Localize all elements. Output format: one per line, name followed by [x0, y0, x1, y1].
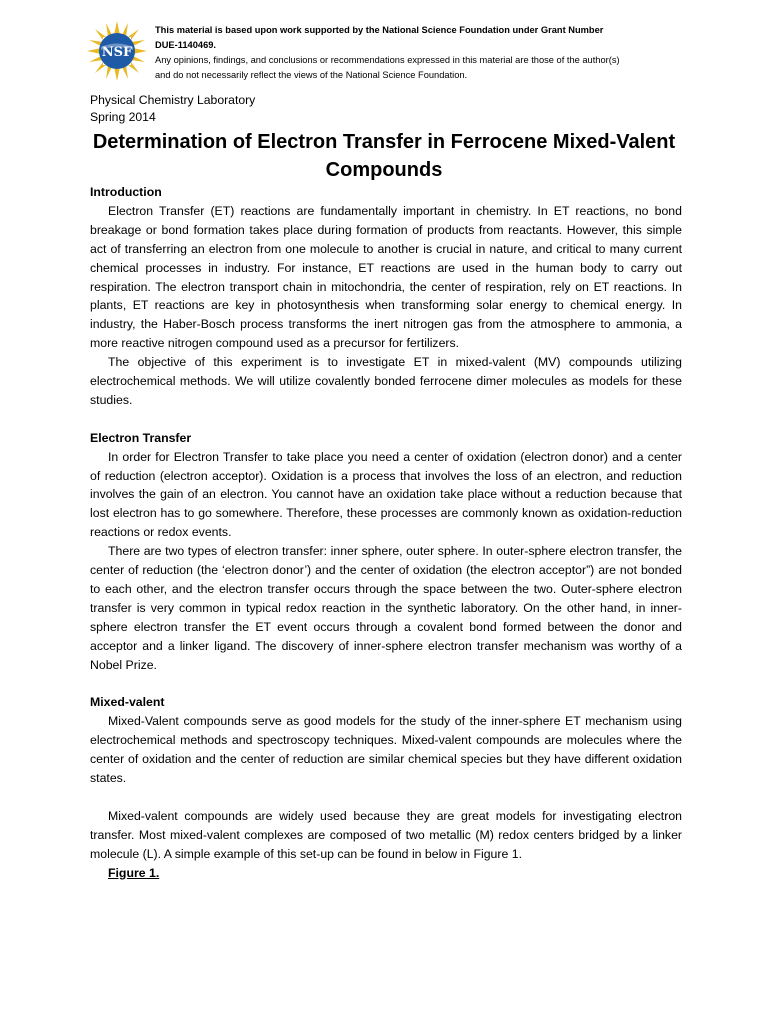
paragraph: Electron Transfer (ET) reactions are fundamentally important in chemistry. In ET reactions, no bond breakage or bond formation takes place during formation of products from reactants. However, this simple act of transferring an electron from one molecule to another is crucial in nature, and critical to many current chemical processes in industry. For instance, ET reactions are used in the human body to carry out respiration. The electron transport chain in mitochondria, the center of respiration, rely on ET reactions. In plants, ET reactions are key in photosynthesis when transforming solar energy to chemical energy. In industry, the Haber-Bosch process transforms the inert nitrogen gas from the atmosphere to ammonia, a more reactive nitrogen compound used as a precursor for fertilizers. — [90, 203, 682, 351]
disclaimer-line-2: and do not necessarily reflect the views of the National Science Foundation. — [155, 70, 468, 80]
paragraph: In order for Electron Transfer to take place you need a center of oxidation (electron donor) and a center of reduction (electron acceptor). Oxidation is a process that involves the loss of an electron, and reduction involves the gain of an electron. You cannot have an oxidation take place without a reduction because that lost electron has to go somewhere. Therefore, these processes are commonly known as oxidation-reduction reactions or redox events. — [90, 449, 682, 540]
document-body — [90, 183, 682, 882]
course-name: Physical Chemistry Laboratory — [90, 93, 256, 107]
nsf-logo-text: NSF — [101, 45, 133, 60]
paragraph: Mixed-valent compounds are widely used because they are great models for investigating electron transfer. Most mixed-valent complexes are composed of two metallic (M) redox centers bridged by a linker molecule (L). A simple example of this set-up can be found in below in Figure 1. — [90, 808, 682, 861]
paragraph: The objective of this experiment is to investigate ET in mixed-valent (MV) compounds utilizing electrochemical methods. We will utilize covalently bonded ferrocene dimer molecules as models for these studies. — [90, 355, 682, 407]
term: Spring 2014 — [90, 110, 156, 124]
header — [86, 20, 686, 90]
course-info — [90, 92, 255, 126]
disclaimer-line-1: Any opinions, findings, and conclusions or recommendations expressed in this material are those of the author(s) — [155, 55, 620, 65]
grant-number: DUE-1140469. — [155, 40, 216, 50]
paragraph: Mixed-Valent compounds serve as good models for the study of the inner-sphere ET mechanism using electrochemical methods and spectroscopy techniques. Mixed-valent compounds are molecules where the center of oxidation and the center of reduction are similar chemical species but they have different oxidation states. — [90, 714, 682, 786]
section-heading-introduction: Introduction — [90, 185, 162, 199]
paragraph: There are two types of electron transfer: inner sphere, outer sphere. In outer-sphere electron transfer, the center of reduction (the ‘electron donor’) and the center of oxidation (the electron acceptor”) are not bonded to each other, and the electron transfer occurs through the space between the two. Outer-sphere electron transfer is very common in typical redox reaction in the synthetic laboratory. On the other hand, in inner-sphere electron transfer the ET event occurs through a covalent bond formed between the donor and acceptor and a linker ligand. The discovery of inner-sphere electron transfer mechanism was worthy of a Nobel Prize. — [90, 544, 682, 672]
figure-label: Figure 1. — [108, 865, 160, 880]
nsf-logo — [86, 20, 148, 82]
grant-notice-line-1: This material is based upon work supported by the National Science Foundation under Grant Number — [155, 25, 604, 35]
document-title: Determination of Electron Transfer in Ferrocene Mixed-Valent Compounds — [92, 131, 676, 181]
section-heading-electron-transfer: Electron Transfer — [90, 430, 192, 445]
section-heading-mixed-valent: Mixed-valent — [90, 695, 165, 710]
grant-notice — [155, 23, 695, 83]
